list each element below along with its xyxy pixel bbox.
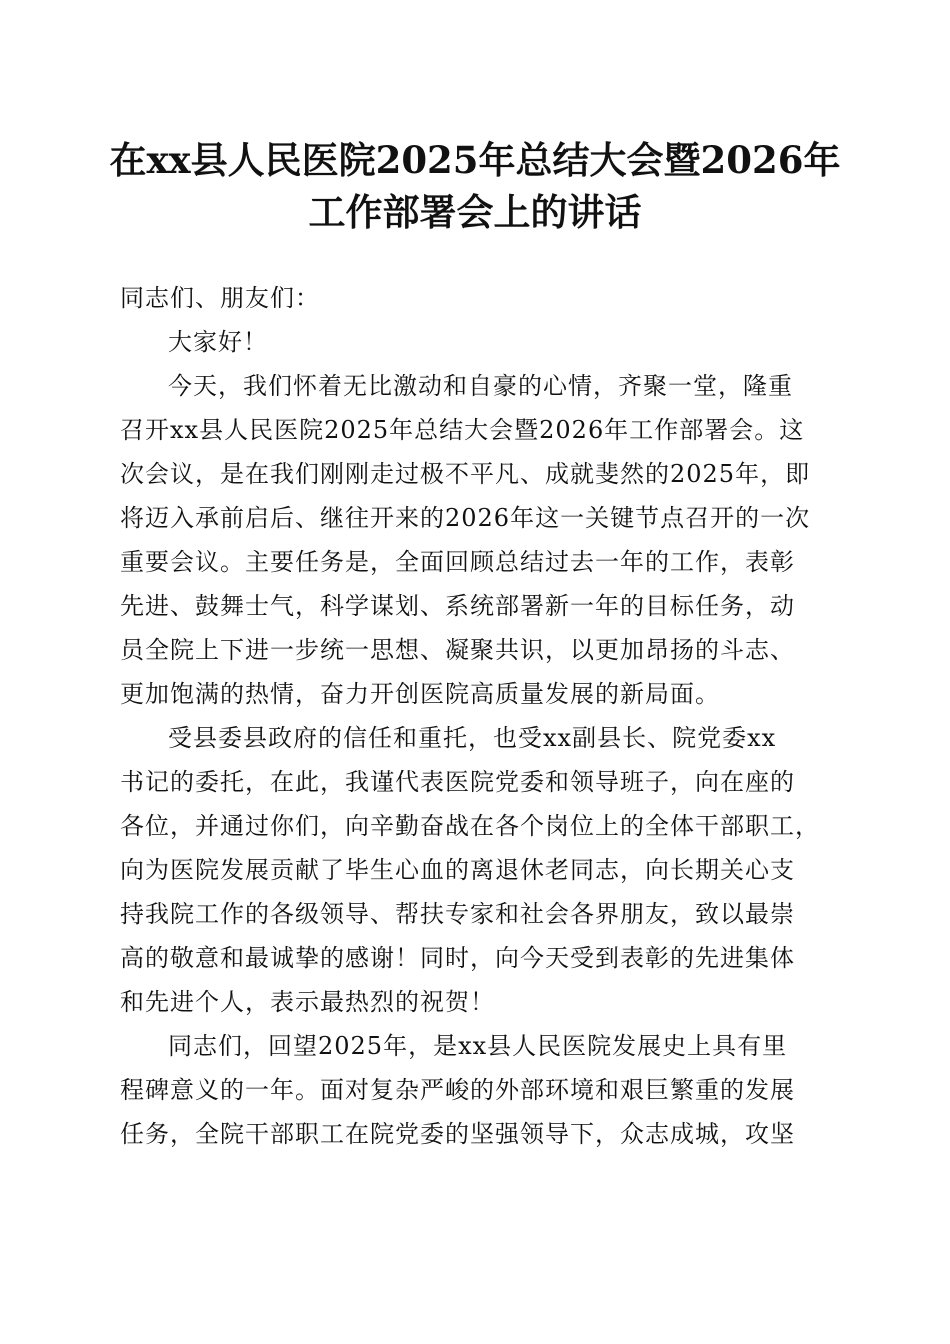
greeting: 大家好！ (168, 328, 268, 356)
paragraph-1-line: 将迈入承前启后、继往开来的2026年这一关键节点召开的一次 (120, 504, 811, 532)
paragraph-1-line: 重要会议。主要任务是，全面回顾总结过去一年的工作，表彰 (120, 548, 795, 576)
title-line-2: 工作部署会上的讲话 (308, 190, 642, 234)
paragraph-2-line: 各位，并通过你们，向辛勤奋战在各个岗位上的全体干部职工， (120, 812, 820, 840)
document-title (100, 134, 850, 238)
document-body (120, 276, 832, 1156)
paragraph-2-line: 和先进个人，表示最热烈的祝贺！ (120, 988, 495, 1016)
salutation: 同志们、朋友们： (120, 284, 320, 312)
paragraph-2-line: 向为医院发展贡献了毕生心血的离退休老同志，向长期关心支 (120, 856, 795, 884)
paragraph-3-line: 程碑意义的一年。面对复杂严峻的外部环境和艰巨繁重的发展 (120, 1076, 795, 1104)
paragraph-1-line: 更加饱满的热情，奋力开创医院高质量发展的新局面。 (120, 680, 720, 708)
paragraph-2-line: 受县委县政府的信任和重托，也受xx副县长、院党委xx (168, 724, 777, 752)
paragraph-2 (120, 716, 832, 1024)
paragraph-1-line: 次会议，是在我们刚刚走过极不平凡、成就斐然的2025年，即 (120, 460, 811, 488)
paragraph-1-line: 召开xx县人民医院2025年总结大会暨2026年工作部署会。这 (120, 416, 805, 444)
paragraph-2-line: 持我院工作的各级领导、帮扶专家和社会各界朋友，致以最崇 (120, 900, 795, 928)
paragraph-3-line: 同志们，回望2025年，是xx县人民医院发展史上具有里 (168, 1032, 788, 1060)
paragraph-3-line: 任务，全院干部职工在院党委的坚强领导下，众志成城，攻坚 (120, 1120, 795, 1148)
paragraph-1-line: 今天，我们怀着无比激动和自豪的心情，齐聚一堂，隆重 (168, 372, 793, 400)
paragraph-2-line: 高的敬意和最诚挚的感谢！同时，向今天受到表彰的先进集体 (120, 944, 795, 972)
paragraph-3 (120, 1024, 832, 1156)
paragraph-1-line: 员全院上下进一步统一思想、凝聚共识，以更加昂扬的斗志、 (120, 636, 795, 664)
paragraph-2-line: 书记的委托，在此，我谨代表医院党委和领导班子，向在座的 (120, 768, 795, 796)
title-line-1: 在xx县人民医院2025年总结大会暨2026年 (109, 138, 841, 182)
paragraph-1-line: 先进、鼓舞士气，科学谋划、系统部署新一年的目标任务，动 (120, 592, 795, 620)
paragraph-1 (120, 364, 832, 716)
